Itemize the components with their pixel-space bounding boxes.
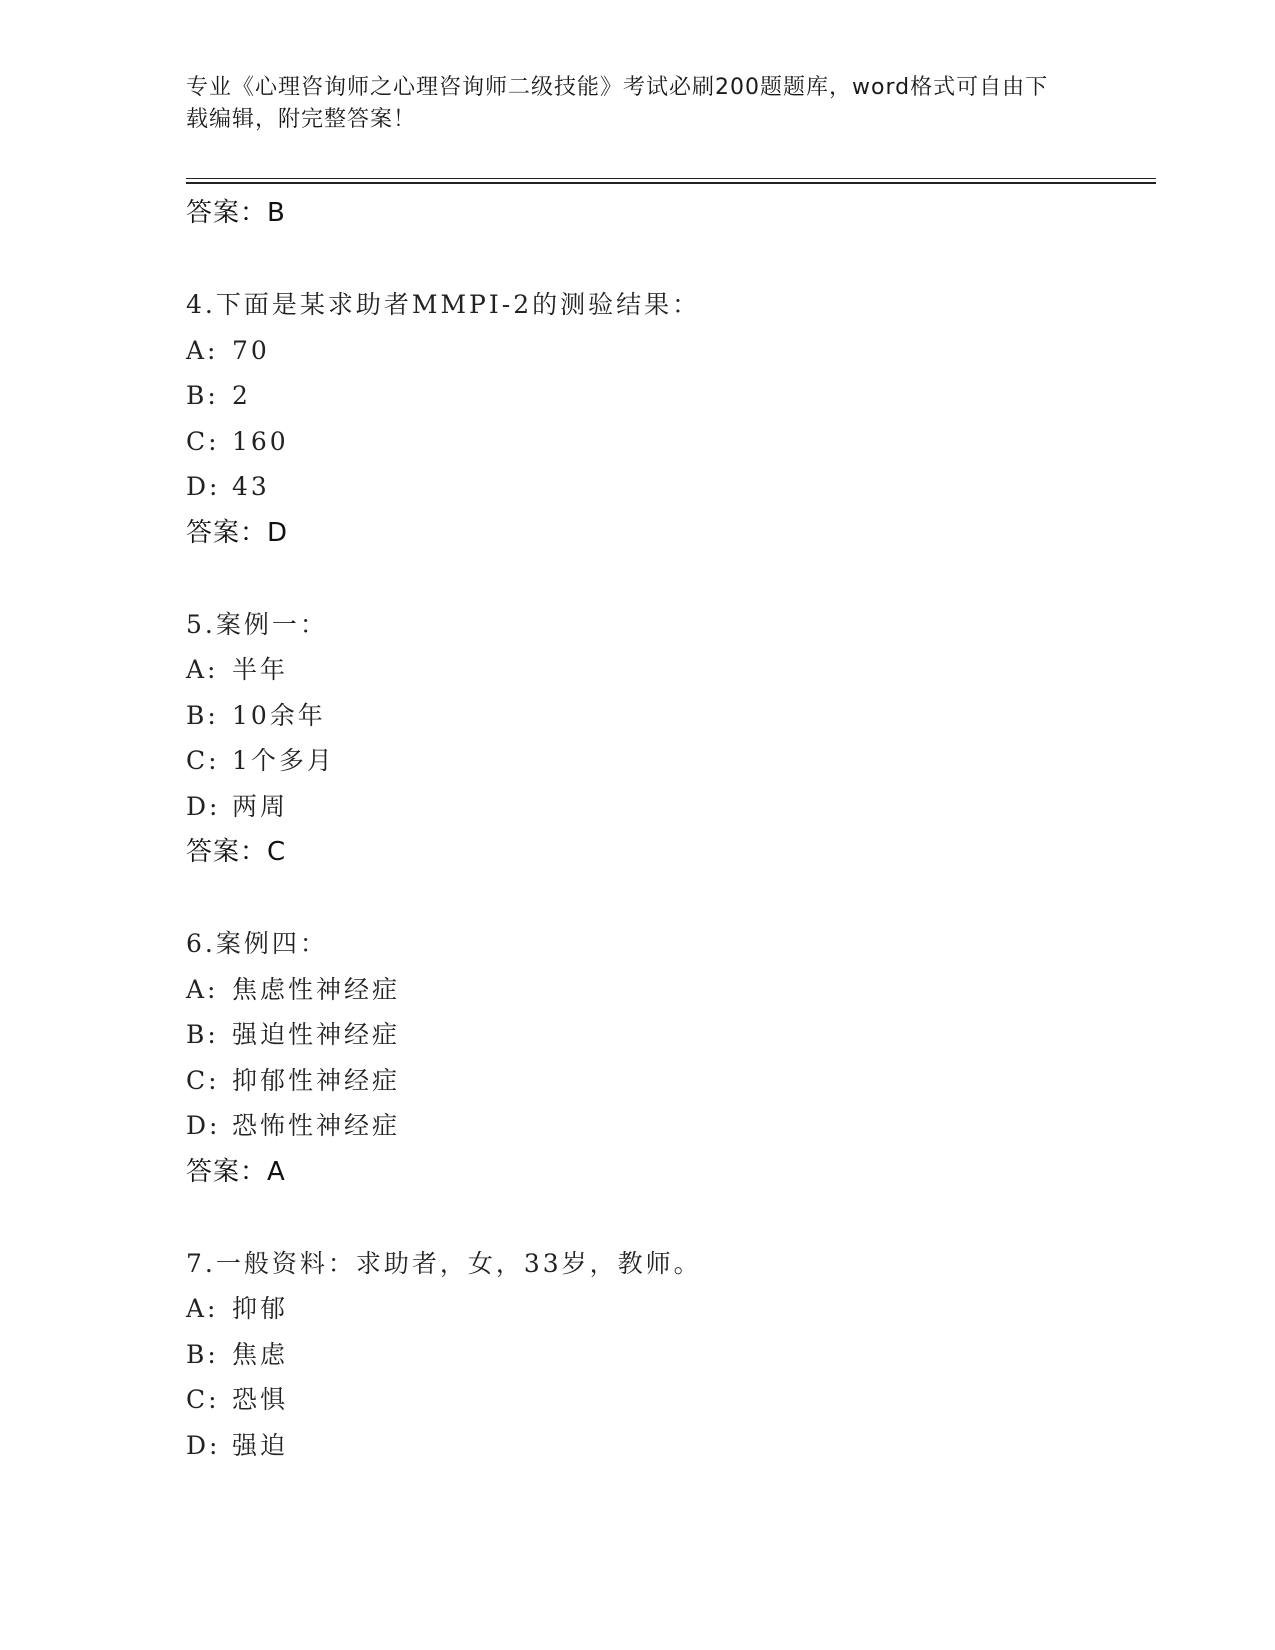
question-title: 4.下面是某求助者MMPI-2的测验结果： [186,290,701,319]
answer-line: 答案：C [186,837,287,867]
option-label: D: [186,1111,221,1140]
question-block [186,602,1156,876]
option-label: A: [186,1294,219,1323]
option-label: A: [186,335,219,365]
question-title: 5.案例一： [186,609,328,639]
question-title: 7.一般资料：求助者，女，33岁，教师。 [186,1248,702,1278]
option-a [186,328,1156,374]
option-text: 抑郁 [232,1294,289,1323]
question-spacer [186,236,1156,282]
option-text: 强迫 [232,1430,289,1460]
option-label: D: [186,472,221,501]
answer-line: 答案：A [186,1156,286,1187]
option-a [186,647,1156,693]
option-text: 抑郁性神经症 [232,1065,401,1095]
option-text: 2 [232,381,251,410]
option-text: 焦虑 [232,1339,289,1369]
option-text: 两周 [232,791,289,821]
option-label: B: [186,381,219,410]
option-text: 恐惧 [232,1385,289,1414]
option-c [186,1058,1156,1104]
question-block [186,921,1156,1195]
option-c [186,419,1156,465]
option-c [186,738,1156,784]
question-spacer [186,875,1156,921]
question-block [186,282,1156,556]
option-label: B: [186,1339,219,1369]
question-block [186,1241,1156,1469]
option-b [186,1012,1156,1058]
document-body [186,190,1156,1468]
option-b [186,373,1156,419]
option-label: D: [186,791,221,821]
option-label: D: [186,1430,221,1460]
header-divider-thin [186,178,1156,179]
option-label: C: [186,426,220,456]
option-label: C: [186,1385,220,1414]
option-label: C: [186,1065,220,1095]
option-a [186,967,1156,1013]
option-text: 强迫性神经症 [232,1020,401,1049]
option-text: 半年 [232,655,289,684]
option-b [186,693,1156,739]
option-c [186,1377,1156,1423]
answer-line: 答案：B [186,198,286,228]
option-d [186,784,1156,830]
option-text: 10余年 [232,700,326,730]
option-label: A: [186,655,219,684]
option-b [186,1332,1156,1378]
option-text: 1个多月 [232,746,335,775]
question-spacer [186,1195,1156,1241]
question-spacer [186,556,1156,602]
question-title: 6.案例四： [186,929,328,958]
option-text: 43 [232,472,270,501]
option-text: 70 [232,335,270,365]
option-label: A: [186,974,219,1004]
option-d [186,464,1156,510]
option-label: B: [186,1020,219,1049]
option-text: 160 [232,426,289,456]
document-header: 专业《心理咨询师之心理咨询师二级技能》考试必刷200题题库，word格式可自由下载编辑，附完整答案！ [186,75,1049,132]
option-text: 恐怖性神经症 [232,1111,401,1140]
option-a [186,1286,1156,1332]
option-label: C: [186,746,220,775]
option-d [186,1423,1156,1469]
option-d [186,1103,1156,1149]
header-divider-thick [186,182,1156,184]
option-text: 焦虑性神经症 [232,974,401,1004]
answer-line: 答案：D [186,517,289,548]
option-label: B: [186,700,219,730]
